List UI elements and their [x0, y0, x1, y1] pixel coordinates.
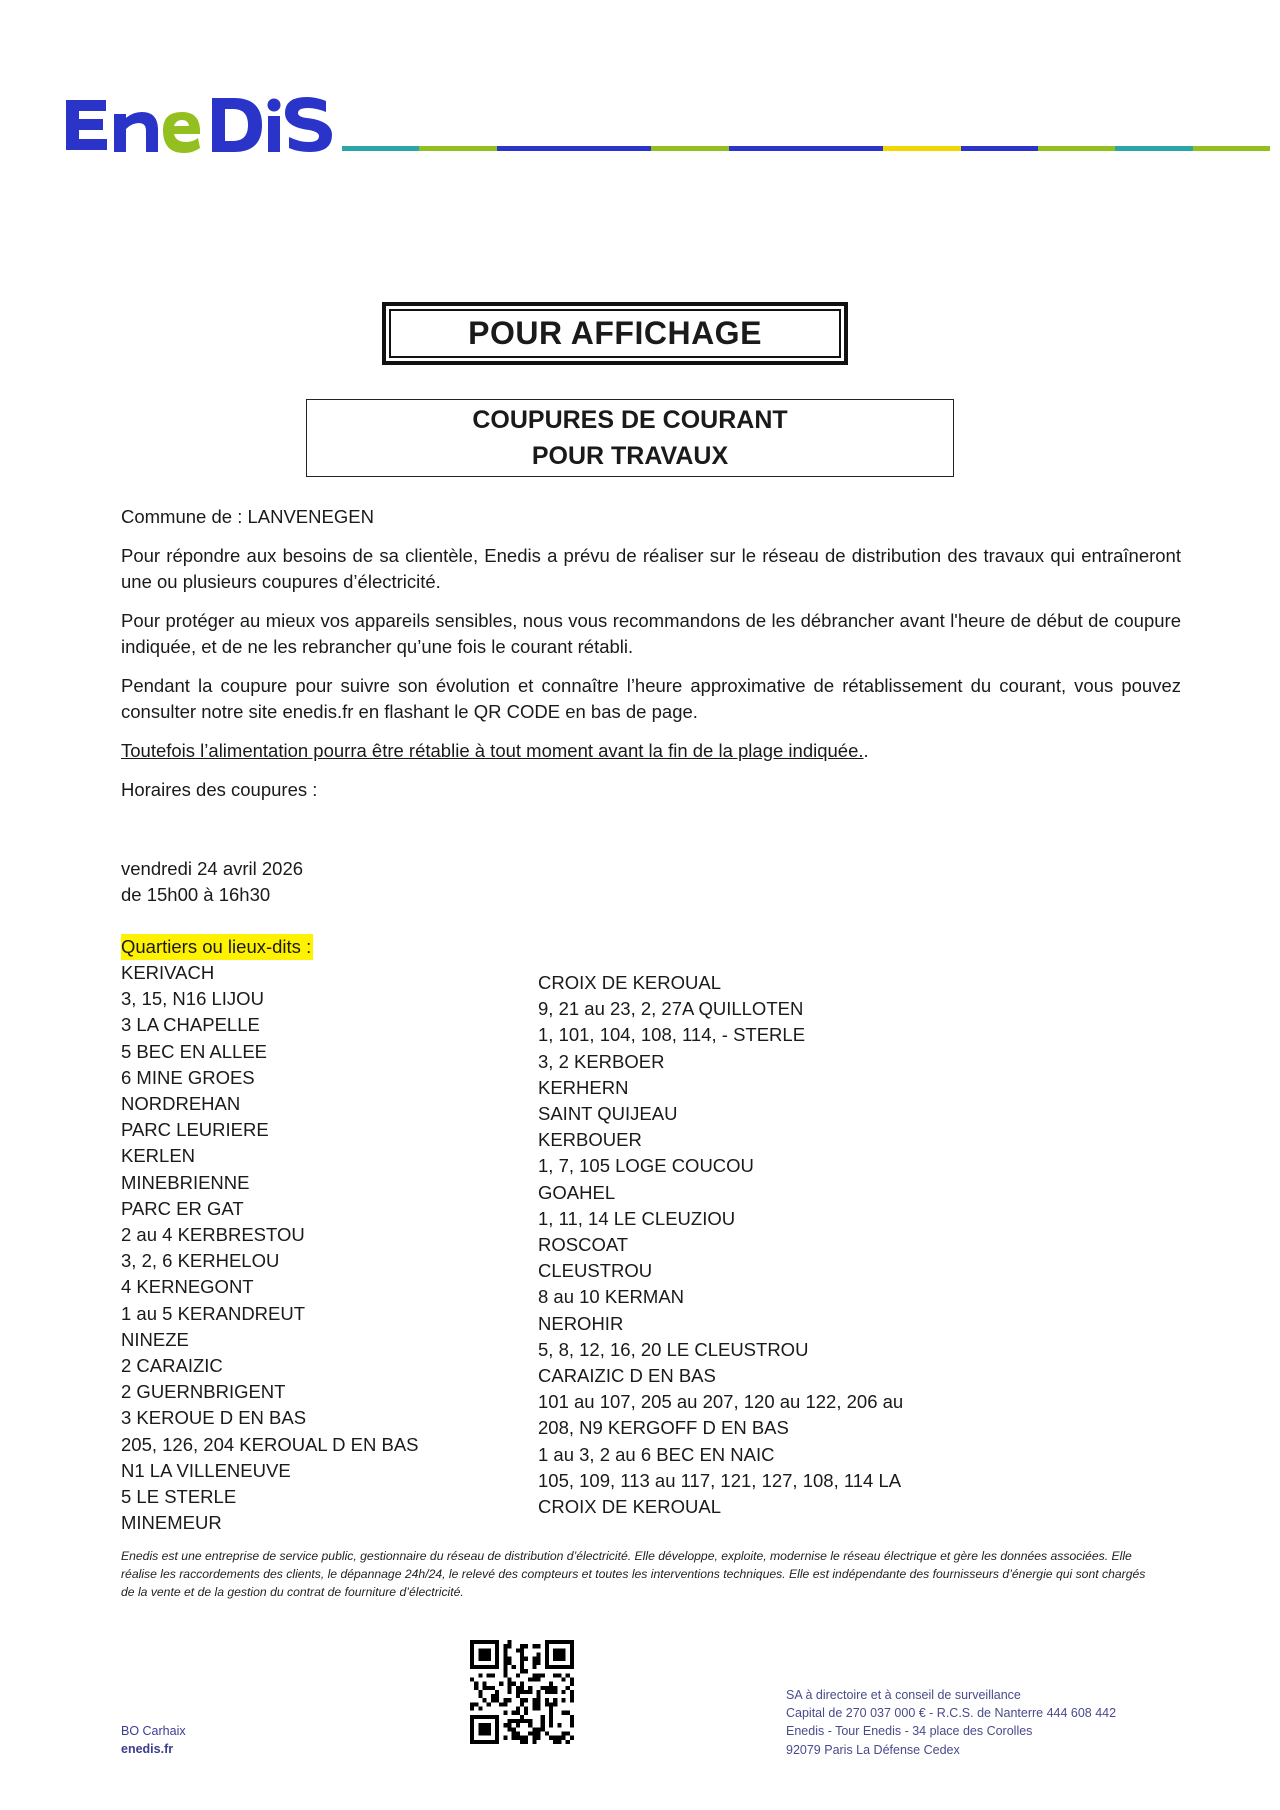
list-item: 205, 126, 204 KEROUAL D EN BAS — [121, 1433, 419, 1455]
list-item: SAINT QUIJEAU — [538, 1103, 678, 1125]
subtitle-box — [306, 399, 954, 477]
list-item: PARC ER GAT — [121, 1197, 244, 1219]
brand-stripe — [342, 146, 1270, 151]
list-item: 5 BEC EN ALLEE — [121, 1040, 268, 1062]
paragraph-notice-period: . — [863, 740, 869, 761]
list-item: NINEZE — [121, 1328, 189, 1350]
enedis-logo — [62, 92, 332, 158]
paragraph-intro: Pour répondre aux besoins de sa clientèle, Enedis a prévu de réaliser sur le réseau de distribution des travaux qui entraîneront une ou plusieurs coupures d’électricité. — [121, 545, 1181, 592]
list-item: CROIX DE KEROUAL — [538, 1496, 721, 1518]
quartiers-list-left — [121, 960, 501, 1536]
list-item: 3, 15, N16 LIJOU — [121, 988, 264, 1010]
paragraph-qr-info: Pendant la coupure pour suivre son évolution et connaître l’heure approximative de rétablissement du courant, vous pouvez consulter notre site enedis.fr en flashant le QR CODE en bas de page. — [121, 675, 1181, 722]
subtitle-line-2: POUR TRAVAUX — [531, 442, 729, 470]
list-item: 2 au 4 KERBRESTOU — [121, 1224, 305, 1246]
list-item: 8 au 10 KERMAN — [538, 1286, 685, 1308]
footer-site-link[interactable]: enedis.fr — [121, 1742, 174, 1756]
list-item: 2 CARAIZIC — [121, 1355, 223, 1377]
list-item: 5, 8, 12, 16, 20 LE CLEUSTROU — [538, 1338, 809, 1360]
list-item: PARC LEURIERE — [121, 1119, 269, 1141]
paragraph-notice-wrapper — [121, 738, 869, 764]
list-item: 3, 2 KERBOER — [538, 1050, 665, 1072]
legal-line: Enedis - Tour Enedis - 34 place des Corolles — [786, 1724, 1033, 1739]
disclaimer: Enedis est une entreprise de service public, gestionnaire du réseau de distribution d’électricité. Elle développe, exploite, modernise le réseau électrique et gère les données associées. Elle réalise les raccordements des clients, le dépannage 24h/24, le relevé des compteurs et toutes les interventions techniques. Elle est indépendante des fournisseurs d’énergie qui sont chargés de la vente et de la gestion du contrat de fourniture d’électricité. — [121, 1549, 1146, 1599]
footer-office: BO Carhaix — [121, 1724, 186, 1738]
list-item: 1, 11, 14 LE CLEUZIOU — [538, 1207, 736, 1229]
list-item: 3 LA CHAPELLE — [121, 1014, 260, 1036]
qr-code-icon[interactable] — [470, 1640, 574, 1744]
list-item: KERIVACH — [121, 962, 215, 983]
list-item: 1 au 5 KERANDREUT — [121, 1302, 306, 1324]
title-box — [382, 302, 848, 365]
legal-line: SA à directoire et à conseil de surveillance — [786, 1688, 1021, 1702]
list-item: ROSCOAT — [538, 1234, 629, 1256]
list-item: CARAIZIC D EN BAS — [538, 1365, 716, 1387]
list-item: NORDREHAN — [121, 1093, 241, 1115]
list-item: GOAHEL — [538, 1181, 616, 1203]
list-item: 1 au 3, 2 au 6 BEC EN NAIC — [538, 1443, 775, 1465]
list-item: 1, 7, 105 LOGE COUCOU — [538, 1155, 754, 1177]
list-item: 208, N9 KERGOFF D EN BAS — [538, 1417, 789, 1439]
schedule-date: vendredi 24 avril 2026 — [121, 858, 304, 879]
footer-legal — [786, 1686, 1116, 1759]
list-item: KERHERN — [538, 1076, 629, 1098]
page-title: POUR AFFICHAGE — [389, 309, 841, 358]
list-item: N1 LA VILLENEUVE — [121, 1459, 291, 1481]
list-item: 9, 21 au 23, 2, 27A QUILLOTEN — [538, 998, 804, 1020]
legal-line: 92079 Paris La Défense Cedex — [786, 1742, 960, 1757]
list-item: CLEUSTROU — [538, 1260, 653, 1282]
list-item: 4 KERNEGONT — [121, 1276, 254, 1298]
legal-line: Capital de 270 037 000 € - R.C.S. de Nanterre 444 608 442 — [786, 1706, 1117, 1721]
list-item: 6 MINE GROES — [121, 1066, 255, 1088]
list-item: 3 KEROUE D EN BAS — [121, 1407, 307, 1429]
list-item: KERLEN — [121, 1145, 196, 1167]
list-item: MINEBRIENNE — [121, 1171, 250, 1193]
list-item: 105, 109, 113 au 117, 121, 127, 108, 114 LA — [538, 1469, 902, 1491]
list-item: 3, 2, 6 KERHELOU — [121, 1250, 280, 1272]
quartiers-list-right — [538, 970, 958, 1520]
list-item: MINEMEUR — [121, 1512, 222, 1534]
list-item: 1, 101, 104, 108, 114, - STERLE — [538, 1024, 806, 1046]
list-item: NEROHIR — [538, 1312, 624, 1334]
list-item: 2 GUERNBRIGENT — [121, 1381, 286, 1403]
schedule-time: de 15h00 à 16h30 — [121, 884, 271, 905]
commune-label: Commune de : LANVENEGEN — [121, 506, 374, 527]
paragraph-protection: Pour protéger au mieux vos appareils sensibles, nous vous recommandons de les débrancher avant l'heure de début de coupure indiquée, et de ne les rebrancher qu’une fois le courant rétabli. — [121, 610, 1181, 657]
subtitle-line-1: COUPURES DE COURANT — [472, 406, 788, 434]
horaires-label: Horaires des coupures : — [121, 779, 318, 800]
list-item: 5 LE STERLE — [121, 1486, 237, 1508]
quartiers-label: Quartiers ou lieux-dits : — [121, 934, 313, 960]
list-item: KERBOUER — [538, 1129, 642, 1151]
paragraph-notice: Toutefois l’alimentation pourra être rétablie à tout moment avant la fin de la plage indiquée. — [121, 740, 864, 761]
list-item: CROIX DE KEROUAL — [538, 972, 721, 993]
list-item: 101 au 107, 205 au 207, 120 au 122, 206 au — [538, 1391, 904, 1413]
